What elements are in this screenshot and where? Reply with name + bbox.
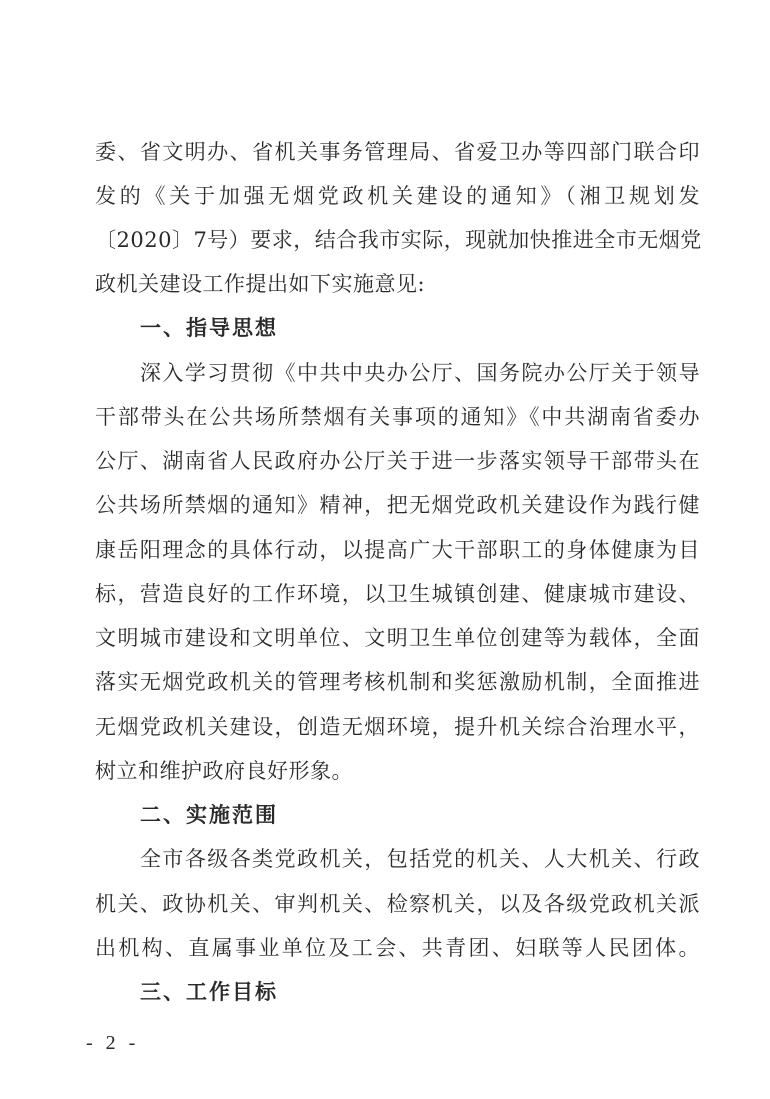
body-line: 政机关建设工作提出如下实施意见:: [95, 272, 426, 296]
body-line: 出机构、直属事业单位及工会、共青团、妇联等人民团体。: [95, 936, 700, 960]
body-line: 〔2020〕7号）要求，结合我市实际，现就加快推进全市无烟党: [95, 228, 702, 252]
section-heading: 一、指导思想: [140, 316, 278, 340]
body-line: 落实无烟党政机关的管理考核机制和奖惩激励机制，全面推进: [95, 670, 700, 694]
body-line: 委、省文明办、省机关事务管理局、省爱卫办等四部门联合印: [95, 140, 700, 164]
page-number: - 2 -: [86, 1032, 140, 1054]
body-line: 深入学习贯彻《中共中央办公厅、国务院办公厅关于领导: [140, 361, 700, 385]
body-line: 文明城市建设和文明单位、文明卫生单位创建等为载体，全面: [95, 626, 700, 650]
body-line: 机关、政协机关、审判机关、检察机关，以及各级党政机关派: [95, 892, 700, 916]
section-heading: 三、工作目标: [140, 980, 278, 1004]
body-line: 公共场所禁烟的通知》精神，把无烟党政机关建设作为践行健: [95, 493, 700, 517]
body-line: 发的《关于加强无烟党政机关建设的通知》（湘卫规划发: [95, 184, 700, 208]
body-line: 标，营造良好的工作环境，以卫生城镇创建、健康城市建设、: [95, 582, 700, 606]
body-line: 树立和维护政府良好形象。: [95, 759, 353, 783]
body-line: 无烟党政机关建设，创造无烟环境，提升机关综合治理水平，: [95, 715, 700, 739]
section-heading: 二、实施范围: [140, 803, 278, 827]
body-line: 全市各级各类党政机关，包括党的机关、人大机关、行政: [140, 847, 700, 871]
body-line: 干部带头在公共场所禁烟有关事项的通知》《中共湖南省委办: [95, 405, 700, 429]
body-line: 公厅、湖南省人民政府办公厅关于进一步落实领导干部带头在: [95, 449, 700, 473]
body-line: 康岳阳理念的具体行动，以提高广大干部职工的身体健康为目: [95, 538, 700, 562]
